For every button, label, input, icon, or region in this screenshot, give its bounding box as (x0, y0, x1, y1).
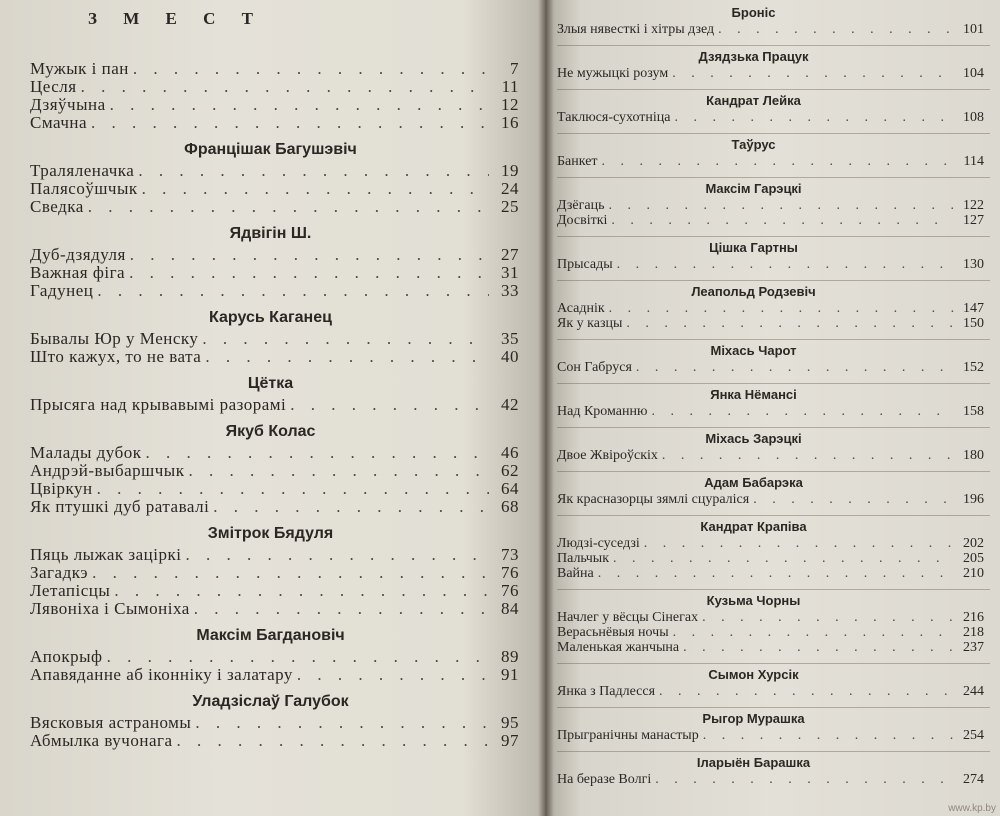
entry-title: Пяць лыжак заціркі (30, 545, 182, 564)
toc-section (557, 45, 990, 81)
page-number: 35 (501, 329, 519, 348)
toc-entry[interactable] (30, 732, 531, 750)
toc-section (557, 383, 990, 419)
toc-entry[interactable] (557, 772, 990, 787)
toc-entry[interactable] (30, 282, 531, 300)
entry-title: Загадкэ (30, 563, 89, 582)
entry-title: Янка з Падлесся (557, 684, 656, 699)
dot-leader (598, 566, 954, 581)
page-number: 76 (501, 581, 519, 600)
toc-entry[interactable] (557, 551, 990, 566)
toc-section (30, 372, 531, 414)
toc-section (557, 89, 990, 125)
toc-entry[interactable] (557, 257, 990, 272)
toc-entry[interactable] (30, 396, 531, 414)
entry-title: Над Кроманню (557, 404, 648, 419)
toc-section (557, 339, 990, 375)
toc-entry[interactable] (30, 348, 531, 366)
page-number: 33 (501, 281, 519, 300)
page-number: 76 (501, 563, 519, 582)
page-number: 19 (501, 161, 519, 180)
toc-entry[interactable] (557, 360, 990, 375)
page-number: 122 (963, 198, 984, 213)
dot-leader (130, 246, 489, 264)
entry-title: Сон Габруся (557, 360, 632, 375)
author-heading: Іларыён Барашка (696, 755, 811, 770)
book-gutter (538, 0, 554, 816)
toc-entry[interactable] (30, 546, 531, 564)
entry-title: Апавяданне аб іконніку і залатару (30, 665, 293, 684)
toc-entry[interactable] (30, 498, 531, 516)
entry-title: Апокрыф (30, 647, 103, 666)
page-number: 73 (501, 545, 519, 564)
entry-title: Як у казцы (557, 316, 623, 331)
toc-section (30, 222, 531, 300)
toc-section (557, 280, 990, 331)
dot-leader (617, 257, 954, 272)
entry-title: Дзяўчына (30, 95, 106, 114)
dot-leader (609, 301, 954, 316)
author-heading: Таўрус (731, 137, 776, 152)
dot-leader (177, 732, 489, 750)
entry-title: Дуб-дзядуля (30, 245, 126, 264)
toc-entry[interactable] (557, 22, 990, 37)
author-heading: Адам Бабарэка (704, 475, 803, 490)
right-toc (557, 2, 990, 787)
toc-entry[interactable] (30, 444, 531, 462)
toc-entry[interactable] (30, 480, 531, 498)
entry-title: Лявоніха і Сымоніха (30, 599, 190, 618)
dot-leader (92, 564, 489, 582)
toc-section (557, 133, 990, 169)
author-heading: Цётка (247, 375, 294, 392)
entry-title: Двое Жвіроўскіх (557, 448, 658, 463)
author-heading: Якуб Колас (225, 423, 316, 440)
dot-leader (194, 600, 489, 618)
author-heading: Леапольд Родзевіч (691, 284, 816, 299)
page-number: 244 (963, 684, 984, 699)
page-number: 12 (501, 95, 519, 114)
toc-entry[interactable] (557, 110, 990, 125)
dot-leader (114, 582, 489, 600)
entry-title: Прыгранічны манастыр (557, 728, 699, 743)
dot-leader (81, 78, 489, 96)
dot-leader (142, 180, 489, 198)
entry-title: Досвіткі (557, 213, 608, 228)
author-heading: Змітрок Бядуля (207, 525, 334, 542)
toc-entry[interactable] (30, 96, 531, 114)
page-number: 152 (963, 360, 984, 375)
dot-leader (683, 640, 954, 655)
toc-entry[interactable] (557, 492, 990, 507)
toc-section (557, 177, 990, 228)
entry-title: Гадунец (30, 281, 94, 300)
page-number: 46 (501, 443, 519, 462)
page-number: 40 (501, 347, 519, 366)
author-heading: Карусь Каганец (209, 309, 332, 326)
author-heading: Кандрат Лейка (706, 93, 801, 108)
entry-title: Малады дубок (30, 443, 142, 462)
dot-leader (205, 348, 489, 366)
entry-title: Андрэй-выбаршчык (30, 461, 185, 480)
dot-leader (88, 198, 489, 216)
toc-entry[interactable] (557, 728, 990, 743)
dot-leader (602, 154, 954, 169)
toc-entry[interactable] (557, 301, 990, 316)
toc-entry[interactable] (557, 536, 990, 551)
page-number: 218 (963, 625, 984, 640)
entry-title: Летапісцы (30, 581, 111, 600)
author-heading: Дзядзька Працук (698, 49, 809, 64)
entry-title: Траляленачка (30, 161, 135, 180)
toc-entry[interactable] (30, 246, 531, 264)
entry-title: На беразе Волгі (557, 772, 652, 787)
dot-leader (753, 492, 954, 507)
entry-title: Мужык і пан (30, 59, 129, 78)
toc-entry[interactable] (30, 666, 531, 684)
dot-leader (672, 66, 954, 81)
dot-leader (97, 480, 489, 498)
left-toc (30, 60, 531, 750)
page-number: 108 (963, 110, 984, 125)
page-number: 127 (963, 213, 984, 228)
page-number: 274 (963, 772, 984, 787)
author-heading: Цішка Гартны (709, 240, 798, 255)
toc-section (30, 420, 531, 516)
entry-title: Абмылка вучонага (30, 731, 173, 750)
entry-title: Як птушкі дуб ратавалі (30, 497, 210, 516)
toc-section (557, 471, 990, 507)
toc-entry[interactable] (30, 198, 531, 216)
dot-leader (97, 282, 489, 300)
page-number: 27 (501, 245, 519, 264)
dot-leader (644, 536, 954, 551)
toc-entry[interactable] (30, 114, 531, 132)
dot-leader (188, 462, 489, 480)
author-heading: Міхась Чарот (710, 343, 797, 358)
entry-title: Прысяга над крывавымі разорамі (30, 395, 287, 414)
dot-leader (611, 213, 954, 228)
toc-entry[interactable] (30, 78, 531, 96)
dot-leader (146, 444, 490, 462)
author-heading: Янка Нёмансі (710, 387, 797, 402)
dot-leader (202, 330, 489, 348)
entry-title: Маленькая жанчына (557, 640, 680, 655)
dot-leader (655, 772, 954, 787)
page-number: 104 (963, 66, 984, 81)
entry-title: Людзі-суседзі (557, 536, 640, 551)
dot-leader (297, 666, 489, 684)
contents-title: З М Е С Т (88, 9, 264, 28)
author-heading: Сымон Хурсік (708, 667, 799, 682)
toc-entry[interactable] (557, 198, 990, 213)
toc-entry[interactable] (30, 330, 531, 348)
page-number: 205 (963, 551, 984, 566)
dot-leader (613, 551, 954, 566)
toc-entry[interactable] (557, 684, 990, 699)
dot-leader (608, 198, 954, 213)
page-number: 114 (963, 154, 984, 169)
entry-title: Цвіркун (30, 479, 93, 498)
page-number: 11 (501, 77, 519, 96)
author-heading: Міхась Зарэцкі (705, 431, 802, 446)
toc-section (30, 522, 531, 618)
entry-title: Таклюся-сухотніца (557, 110, 671, 125)
page-number: 196 (963, 492, 984, 507)
dot-leader (129, 264, 489, 282)
entry-title: Цесля (30, 77, 77, 96)
dot-leader (636, 360, 954, 375)
entry-title: Начлег у вёсцы Сінегах (557, 610, 699, 625)
entry-title: Важная фіга (30, 263, 126, 282)
dot-leader (195, 714, 489, 732)
entry-title: Што кажух, то не вата (30, 347, 202, 366)
toc-section (557, 663, 990, 699)
dot-leader (626, 316, 954, 331)
entry-title: Дзёгаць (557, 198, 605, 213)
page-number: 130 (963, 257, 984, 272)
page-number: 210 (963, 566, 984, 581)
toc-section (30, 690, 531, 750)
toc-section (30, 138, 531, 216)
toc-section (557, 427, 990, 463)
page-number: 101 (963, 22, 984, 37)
author-heading: Максім Гарэцкі (705, 181, 802, 196)
toc-section (557, 589, 990, 655)
dot-leader (675, 110, 955, 125)
entry-title: Як красназорцы зямлі сцураліся (557, 492, 750, 507)
toc-entry[interactable] (30, 462, 531, 480)
page-number: 64 (501, 479, 519, 498)
entry-title: Злыя нявесткі і хітры дзед (557, 22, 715, 37)
toc-section (30, 624, 531, 684)
page-number: 180 (963, 448, 984, 463)
page-number: 25 (501, 197, 519, 216)
toc-section (557, 515, 990, 581)
page-number: 31 (501, 263, 519, 282)
author-heading: Кузьма Чорны (706, 593, 801, 608)
toc-entry[interactable] (30, 162, 531, 180)
page-number: 254 (963, 728, 984, 743)
dot-leader (703, 728, 954, 743)
page-number: 16 (501, 113, 519, 132)
toc-entry[interactable] (557, 316, 990, 331)
right-page (545, 0, 1000, 816)
page-number: 91 (501, 665, 519, 684)
dot-leader (673, 625, 954, 640)
dot-leader (133, 60, 489, 78)
toc-entry[interactable] (557, 566, 990, 581)
page-number: 97 (501, 731, 519, 750)
entry-title: Верасьнёвыя ночы (557, 625, 669, 640)
page-number: 62 (501, 461, 519, 480)
page-number: 158 (963, 404, 984, 419)
toc-section (30, 60, 531, 132)
entry-title: Смачна (30, 113, 88, 132)
toc-section (30, 306, 531, 366)
page-number: 89 (501, 647, 519, 666)
dot-leader (110, 96, 489, 114)
page-number: 95 (501, 713, 519, 732)
author-heading: Кандрат Крапіва (700, 519, 807, 534)
entry-title: Палясоўшчык (30, 179, 138, 198)
author-heading: Рыгор Мурашка (702, 711, 805, 726)
entry-title: Прысады (557, 257, 613, 272)
entry-title: Пальчык (557, 551, 610, 566)
toc-section (557, 236, 990, 272)
toc-entry[interactable] (557, 610, 990, 625)
page-number: 147 (963, 301, 984, 316)
toc-entry[interactable] (557, 404, 990, 419)
page-number: 150 (963, 316, 984, 331)
toc-entry[interactable] (557, 625, 990, 640)
toc-section (557, 707, 990, 743)
toc-entry[interactable] (30, 600, 531, 618)
author-heading: Уладзіслаў Галубок (192, 693, 349, 710)
toc-entry[interactable] (557, 448, 990, 463)
toc-entry[interactable] (30, 714, 531, 732)
dot-leader (213, 498, 489, 516)
dot-leader (662, 448, 954, 463)
dot-leader (107, 648, 489, 666)
toc-entry[interactable] (557, 66, 990, 81)
page-number: 68 (501, 497, 519, 516)
page-number: 7 (510, 59, 519, 78)
page-number: 202 (963, 536, 984, 551)
toc-section (557, 2, 990, 37)
page-number: 84 (501, 599, 519, 618)
entry-title: Вясковыя астраномы (30, 713, 192, 732)
toc-entry[interactable] (30, 180, 531, 198)
toc-entry[interactable] (557, 154, 990, 169)
dot-leader (91, 114, 489, 132)
watermark: www.kp.by (948, 803, 996, 814)
entry-title: Не мужыцкі розум (557, 66, 669, 81)
entry-title: Сведка (30, 197, 84, 216)
page-number: 42 (501, 395, 519, 414)
toc-entry[interactable] (30, 264, 531, 282)
toc-entry[interactable] (30, 648, 531, 666)
author-heading: Францішак Багушэвіч (184, 141, 357, 158)
toc-entry[interactable] (30, 564, 531, 582)
page-number: 237 (963, 640, 984, 655)
toc-entry[interactable] (30, 582, 531, 600)
author-heading: Ядвігін Ш. (229, 225, 312, 242)
dot-leader (659, 684, 954, 699)
author-heading: Максім Багдановіч (196, 627, 345, 644)
dot-leader (290, 396, 489, 414)
entry-title: Вайна (557, 566, 594, 581)
dot-leader (718, 22, 954, 37)
toc-entry[interactable] (557, 213, 990, 228)
page-number: 24 (501, 179, 519, 198)
author-heading: Броніс (731, 5, 776, 20)
dot-leader (185, 546, 489, 564)
entry-title: Банкет (557, 154, 598, 169)
dot-leader (702, 610, 954, 625)
dot-leader (138, 162, 489, 180)
page-number: 216 (963, 610, 984, 625)
toc-entry[interactable] (30, 60, 531, 78)
entry-title: Асаднік (557, 301, 605, 316)
entry-title: Бывалы Юр у Менску (30, 329, 199, 348)
dot-leader (651, 404, 954, 419)
toc-entry[interactable] (557, 640, 990, 655)
toc-section (557, 751, 990, 787)
